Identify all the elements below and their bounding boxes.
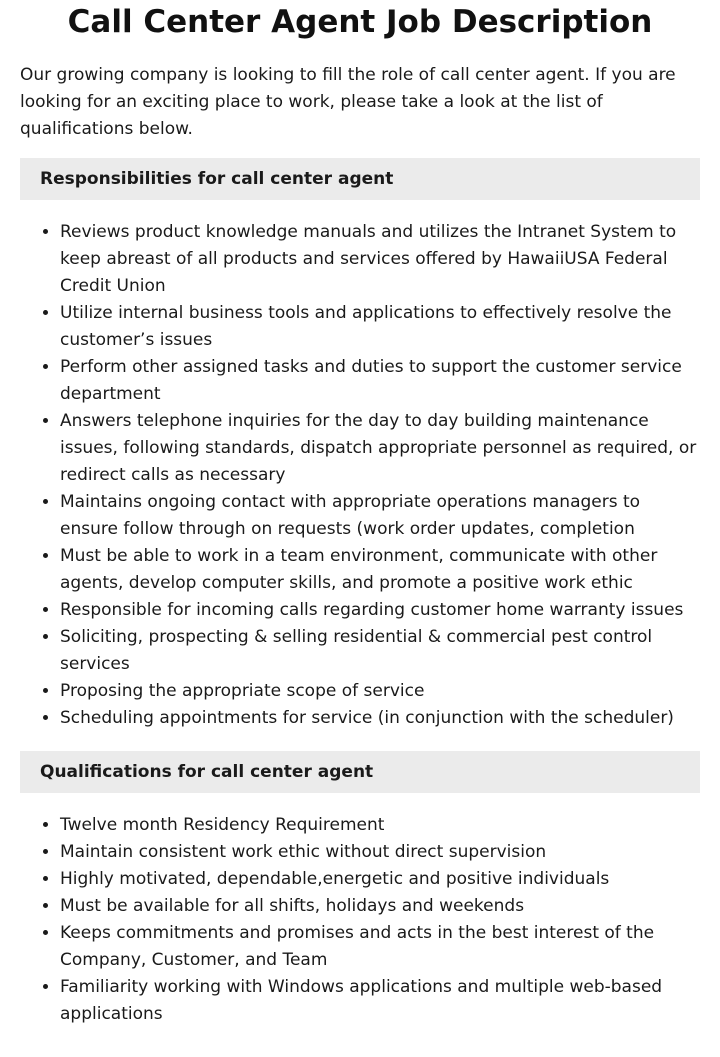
list-item: • Highly motivated, dependable,energetic and positive individuals <box>60 866 700 893</box>
list-item: • Must be available for all shifts, holidays and weekends <box>60 893 700 920</box>
intro-paragraph: Our growing company is looking to fill the role of call center agent. If you are looking for an exciting place to work, please take a look at the list of qualifications below. <box>20 65 676 139</box>
list-item: • Keeps commitments and promises and acts in the best interest of the Company, Customer, and Team <box>60 920 700 974</box>
responsibilities-heading: Responsibilities for call center agent <box>20 158 700 200</box>
list-item: • Utilize internal business tools and applications to effectively resolve the customer’s issues <box>60 300 700 354</box>
list-item: • Scheduling appointments for service (in conjunction with the scheduler) <box>60 705 700 732</box>
list-item: • Proposing the appropriate scope of service <box>60 678 700 705</box>
qualifications-list <box>20 812 700 1028</box>
responsibilities-list <box>20 219 700 732</box>
list-item: • Soliciting, prospecting & selling residential & commercial pest control services <box>60 624 700 678</box>
qualifications-heading: Qualifications for call center agent <box>20 751 700 793</box>
list-item: • Maintain consistent work ethic without direct supervision <box>60 839 700 866</box>
list-item: • Familiarity working with Windows applications and multiple web-based applications <box>60 974 700 1028</box>
list-item: • Perform other assigned tasks and duties to support the customer service department <box>60 354 700 408</box>
list-item: • Maintains ongoing contact with appropriate operations managers to ensure follow through on requests (work order updates, completion <box>60 489 700 543</box>
list-item: • Must be able to work in a team environment, communicate with other agents, develop computer skills, and promote a positive work ethic <box>60 543 700 597</box>
list-item: • Reviews product knowledge manuals and utilizes the Intranet System to keep abreast of all products and services offered by HawaiiUSA Federal Credit Union <box>60 219 700 300</box>
list-item: • Twelve month Residency Requirement <box>60 812 700 839</box>
list-item: • Answers telephone inquiries for the day to day building maintenance issues, following standards, dispatch appropriate personnel as required, or redirect calls as necessary <box>60 408 700 489</box>
page-title: Call Center Agent Job Description <box>67 4 653 40</box>
list-item: • Responsible for incoming calls regarding customer home warranty issues <box>60 597 700 624</box>
